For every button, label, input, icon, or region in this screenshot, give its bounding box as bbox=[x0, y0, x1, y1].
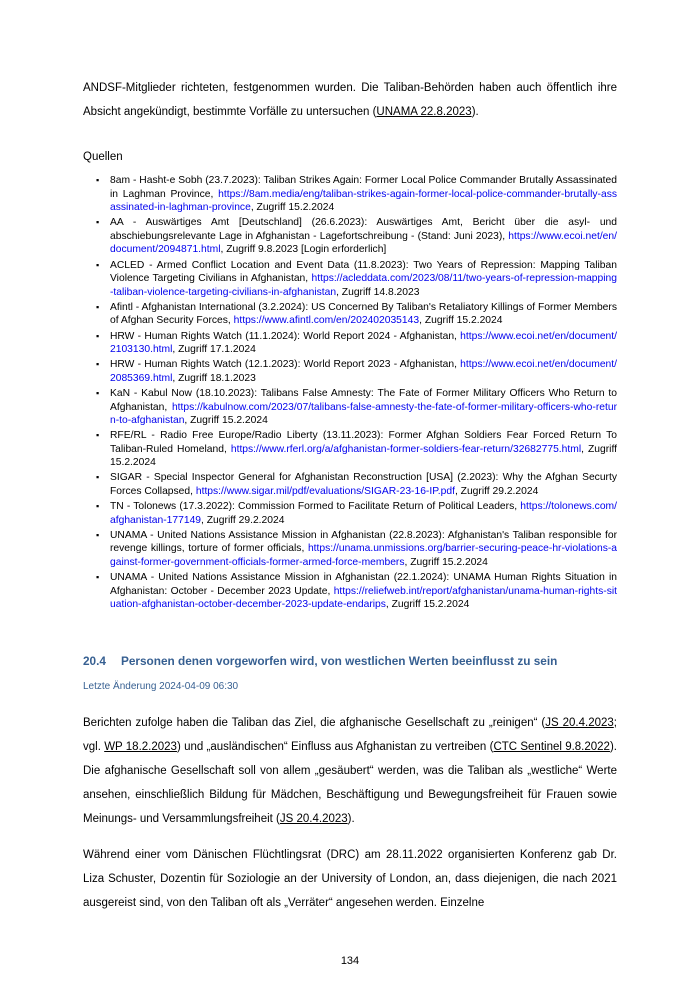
sources-heading: Quellen bbox=[83, 151, 123, 163]
text-run: TN - Tolonews (17.3.2022): Commission Formed to Facilitate Return of Political Leaders, bbox=[110, 501, 521, 513]
text-run: ; vgl. bbox=[83, 716, 617, 753]
hyperlink[interactable]: https://www.sigar.mil/pdf/evaluations/SIGAR-23-16-IP.pdf bbox=[195, 486, 455, 498]
text-run: KaN - Kabul Now (18.10.2023): Talibans False Amnesty: The Fate of Former Military Officers Who Return to Afghanistan, bbox=[110, 387, 617, 413]
source-item bbox=[96, 500, 617, 527]
hyperlink[interactable]: https://www.rferl.org/a/afghanistan-former-soldiers-fear-return/32682775.html bbox=[230, 443, 582, 455]
text-run: AA - Auswärtiges Amt [Deutschland] (26.6.2023): Auswärtiges Amt, Bericht über die asyl- und abschiebungsrelevante Lage in Afghanistan - Lagefortschreibung - (Stand: Juni 2023), bbox=[110, 217, 617, 242]
bullet-icon: ▪ bbox=[96, 529, 100, 540]
section-heading bbox=[83, 654, 617, 669]
paragraph-1 bbox=[83, 711, 617, 831]
text-run: Berichten zufolge haben die Taliban das Ziel, die afghanische Gesellschaft zu „reinigen“ ( bbox=[83, 716, 546, 729]
text-run: UNAMA - United Nations Assistance Mission in Afghanistan (22.1.2024): UNAMA Human Rights Situation in Afghanistan: October - December 2023 Update, bbox=[110, 572, 617, 597]
text-run: ACLED - Armed Conflict Location and Event Data (11.8.2023): Two Years of Repression: Mapping Taliban Violence Targeting Civilians in Afghanistan, bbox=[110, 259, 617, 285]
source-item bbox=[96, 216, 617, 257]
source-item bbox=[96, 471, 617, 498]
intro-paragraph bbox=[83, 76, 617, 124]
bullet-icon: ▪ bbox=[96, 501, 100, 512]
bullet-icon: ▪ bbox=[96, 330, 100, 341]
text-run: , Zugriff 29.2.2024 bbox=[201, 514, 285, 526]
hyperlink[interactable]: https://tolonews.com/afghanistan-177149 bbox=[110, 501, 617, 526]
source-item bbox=[96, 259, 617, 300]
text-run: 8am - Hasht-e Sobh (23.7.2023): Taliban Strikes Again: Former Local Police Commander Brutally Assassinated in Laghman Province, bbox=[110, 175, 617, 200]
bullet-icon: ▪ bbox=[96, 301, 100, 312]
text-run: ). Die afghanische Gesellschaft soll von allem „gesäubert“ werden, was die Taliban als „westliche“ Werte ansehen, einschließlich Bildung für Mädchen, Beschäftigung und Bewegungsfreiheit für Frauen sowie Meinungs- und Versammlungsfreiheit ( bbox=[83, 740, 617, 825]
text-run: , Zugriff 15.2.2024 bbox=[404, 557, 488, 569]
text-run: Afintl - Afghanistan International (3.2.2024): US Concerned By Taliban's Retaliatory Killings of Former Members of Afghan Security Forces, bbox=[110, 301, 617, 327]
hyperlink[interactable]: https://www.ecoi.net/en/document/2094871.html bbox=[110, 230, 617, 256]
document-page bbox=[83, 76, 617, 915]
last-change-label: Letzte Änderung 2024-04-09 06:30 bbox=[83, 680, 239, 692]
bullet-icon: ▪ bbox=[96, 430, 100, 441]
text-run: , Zugriff 15.2.2024 bbox=[419, 315, 503, 327]
bullet-icon: ▪ bbox=[96, 359, 100, 370]
source-item bbox=[96, 358, 617, 385]
text-run: , Zugriff 29.2.2024 bbox=[454, 486, 539, 498]
text-run: , Zugriff 9.8.2023 [Login erforderlich] bbox=[220, 244, 387, 256]
hyperlink[interactable]: https://www.ecoi.net/en/document/2085369.html bbox=[110, 359, 617, 384]
text-run: , Zugriff 15.2.2024 bbox=[184, 415, 268, 427]
bullet-icon: ▪ bbox=[96, 259, 100, 270]
text-run: ). bbox=[347, 812, 355, 825]
text-run: HRW - Human Rights Watch (12.1.2023): World Report 2023 - Afghanistan, bbox=[110, 359, 461, 371]
text-run: , Zugriff 17.1.2024 bbox=[172, 344, 256, 356]
text-run: , Zugriff 15.2.2024 bbox=[110, 443, 618, 469]
text-run: ). bbox=[471, 106, 479, 118]
text-run: SIGAR - Special Inspector General for Afghanistan Reconstruction [USA] (2.2023): Why the Afghan Securty Forces Collapsed, bbox=[110, 472, 617, 498]
source-item bbox=[96, 387, 617, 428]
source-item bbox=[96, 429, 617, 470]
hyperlink[interactable]: https://unama.unmissions.org/barrier-securing-peace-hr-violations-against-former-government-officials-former-armed-force-members bbox=[110, 543, 617, 569]
hyperlink[interactable]: https://acleddata.com/2023/08/11/two-years-of-repression-mapping-taliban-violence-targeting-civilians-in-afghanistan bbox=[110, 273, 617, 298]
sources-list bbox=[96, 174, 617, 612]
hyperlink[interactable]: https://reliefweb.int/report/afghanistan/unama-human-rights-situation-afghanistan-october-december-2023-update-endarips bbox=[110, 585, 617, 611]
text-run: ANDSF-Mitglieder richteten, festgenommen wurden. Die Taliban-Behörden haben auch öffentlich ihre Absicht angekündigt, bestimmte Vorfälle zu untersuchen ( bbox=[83, 82, 617, 118]
hyperlink[interactable]: https://www.afintl.com/en/202402035143 bbox=[233, 315, 420, 327]
hyperlink[interactable]: https://8am.media/eng/taliban-strikes-again-former-local-police-commander-brutally-assassinated-in-laghman-province bbox=[110, 188, 617, 214]
source-item bbox=[96, 301, 617, 328]
citation-ref[interactable]: JS 20.4.2023 bbox=[279, 812, 348, 825]
source-item bbox=[96, 330, 617, 357]
citation-ref[interactable]: JS 20.4.2023 bbox=[545, 716, 614, 729]
bullet-icon: ▪ bbox=[96, 572, 100, 583]
text-run: , Zugriff 15.2.2024 bbox=[250, 202, 335, 214]
text-run: , Zugriff 15.2.2024 bbox=[385, 599, 470, 611]
page-number: 134 bbox=[340, 955, 360, 967]
bullet-icon: ▪ bbox=[96, 472, 100, 483]
text-run: HRW - Human Rights Watch (11.1.2024): World Report 2024 - Afghanistan, bbox=[110, 330, 461, 342]
text-run: RFE/RL - Radio Free Europe/Radio Liberty (13.11.2023): Former Afghan Soldiers Fear Forced Return To Taliban-Ruled Homeland, bbox=[110, 430, 617, 455]
text-run: , Zugriff 18.1.2023 bbox=[172, 372, 256, 384]
text-run: Während einer vom Dänischen Flüchtlingsrat (DRC) am 28.11.2022 organisierten Konferenz gab Dr. Liza Schuster, Dozentin für Soziologie an der University of London, an, dass diejenigen, die nach 2021 ausgereist sind, von den Taliban oft als „Verräter“ angesehen werden. Einzelne bbox=[83, 848, 617, 909]
source-item bbox=[96, 174, 617, 215]
source-item bbox=[96, 529, 617, 570]
citation-ref[interactable]: CTC Sentinel 9.8.2022 bbox=[493, 740, 610, 753]
bullet-icon: ▪ bbox=[96, 175, 100, 185]
text-run: UNAMA - United Nations Assistance Mission in Afghanistan (22.8.2023): Afghanistan's Taliban responsible for revenge killings, torture of former officials, bbox=[110, 529, 617, 555]
source-item bbox=[96, 571, 617, 612]
citation-ref[interactable]: WP 18.2.2023 bbox=[104, 740, 177, 753]
section-title: Personen denen vorgeworfen wird, von westlichen Werten beeinflusst zu sein bbox=[120, 653, 558, 668]
hyperlink[interactable]: https://www.ecoi.net/en/document/2103130.html bbox=[110, 330, 617, 356]
bullet-icon: ▪ bbox=[96, 387, 100, 398]
citation-ref[interactable]: UNAMA 22.8.2023 bbox=[376, 106, 472, 118]
hyperlink[interactable]: https://kabulnow.com/2023/07/talibans-false-amnesty-the-fate-of-former-military-officers-who-return-to-afghanistan bbox=[110, 401, 617, 427]
bullet-icon: ▪ bbox=[96, 217, 100, 228]
text-run: ) und „ausländischen“ Einfluss aus Afghanistan zu vertreiben ( bbox=[176, 740, 494, 753]
paragraph-2 bbox=[83, 843, 617, 915]
text-run: , Zugriff 14.8.2023 bbox=[336, 286, 420, 298]
section-number: 20.4 bbox=[83, 653, 106, 668]
